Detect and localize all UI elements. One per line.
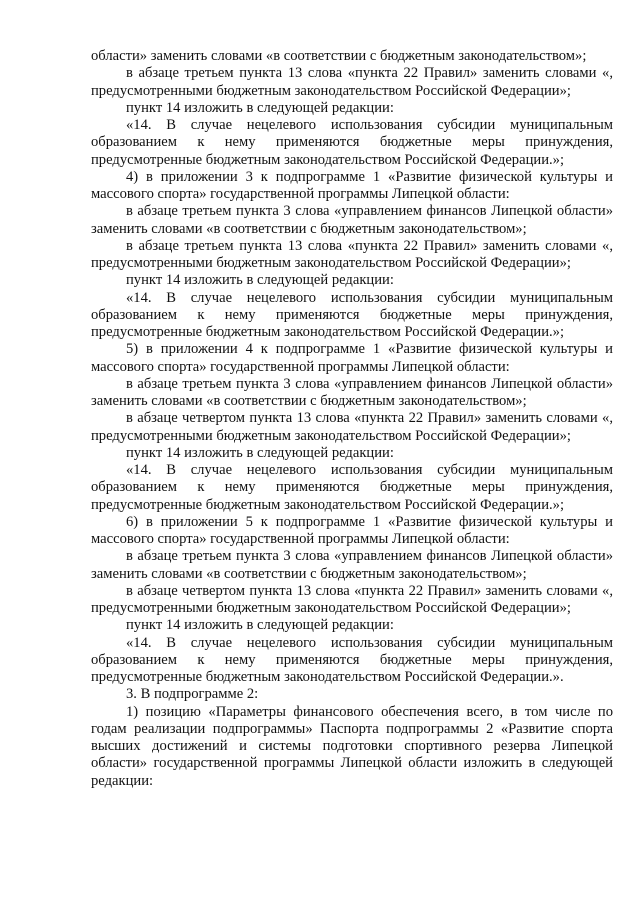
paragraph: пункт 14 изложить в следующей редакции: <box>126 617 394 634</box>
paragraph: в абзаце третьем пункта 13 слова «пункта 22 Правил» заменить словами «, предусмотренными бюджетным законодательством Российской Федерации»; <box>91 65 613 99</box>
paragraph: «14. В случае нецелевого использования субсидии муниципальным образованием к нему применяются бюджетные меры принуждения, предусмотренные бюджетным законодательством Российской Федерации.»; <box>91 289 613 340</box>
paragraph: 5) в приложении 4 к подпрограмме 1 «Развитие физической культуры и массового спорта» государственной программы Липецкой области: <box>91 341 613 375</box>
paragraph: «14. В случае нецелевого использования субсидии муниципальным образованием к нему применяются бюджетные меры принуждения, предусмотренные бюджетным законодательством Российской Федерации.». <box>91 634 613 685</box>
paragraph: пункт 14 изложить в следующей редакции: <box>126 99 394 116</box>
paragraph: 4) в приложении 3 к подпрограмме 1 «Развитие физической культуры и массового спорта» государственной программы Липецкой области: <box>91 168 613 202</box>
paragraph: 3. В подпрограмме 2: <box>126 686 259 703</box>
paragraph: в абзаце третьем пункта 3 слова «управлением финансов Липецкой области» заменить словами «в соответствии с бюджетным законодательством»; <box>91 548 613 582</box>
paragraph: «14. В случае нецелевого использования субсидии муниципальным образованием к нему применяются бюджетные меры принуждения, предусмотренные бюджетным законодательством Российской Федерации.»; <box>91 117 613 168</box>
paragraph: в абзаце третьем пункта 3 слова «управлением финансов Липецкой области» заменить словами «в соответствии с бюджетным законодательством»; <box>91 375 613 409</box>
paragraph: пункт 14 изложить в следующей редакции: <box>126 272 394 289</box>
paragraph: в абзаце третьем пункта 13 слова «пункта 22 Правил» заменить словами «, предусмотренными бюджетным законодательством Российской Федерации»; <box>91 237 613 271</box>
paragraph: в абзаце четвертом пункта 13 слова «пункта 22 Правил» заменить словами «, предусмотренными бюджетным законодательством Российской Федерации»; <box>91 410 613 444</box>
paragraph: «14. В случае нецелевого использования субсидии муниципальным образованием к нему применяются бюджетные меры принуждения, предусмотренные бюджетным законодательством Российской Федерации.»; <box>91 462 613 513</box>
paragraph: пункт 14 изложить в следующей редакции: <box>126 444 394 461</box>
paragraph: 1) позицию «Параметры финансового обеспечения всего, в том числе по годам реализации подпрограммы» Паспорта подпрограммы 2 «Развитие спорта высших достижений и системы подготовки спортивного резерва Липецкой области» государственной программы Липецкой области изложить в следующей редакции: <box>91 703 613 789</box>
paragraph: 6) в приложении 5 к подпрограмме 1 «Развитие физической культуры и массового спорта» государственной программы Липецкой области: <box>91 513 613 547</box>
paragraph: в абзаце третьем пункта 3 слова «управлением финансов Липецкой области» заменить словами «в соответствии с бюджетным законодательством»; <box>91 203 613 237</box>
paragraph: области» заменить словами «в соответствии с бюджетным законодательством»; <box>91 48 587 64</box>
document-page <box>91 48 613 790</box>
paragraph: в абзаце четвертом пункта 13 слова «пункта 22 Правил» заменить словами «, предусмотренными бюджетным законодательством Российской Федерации»; <box>91 582 613 616</box>
